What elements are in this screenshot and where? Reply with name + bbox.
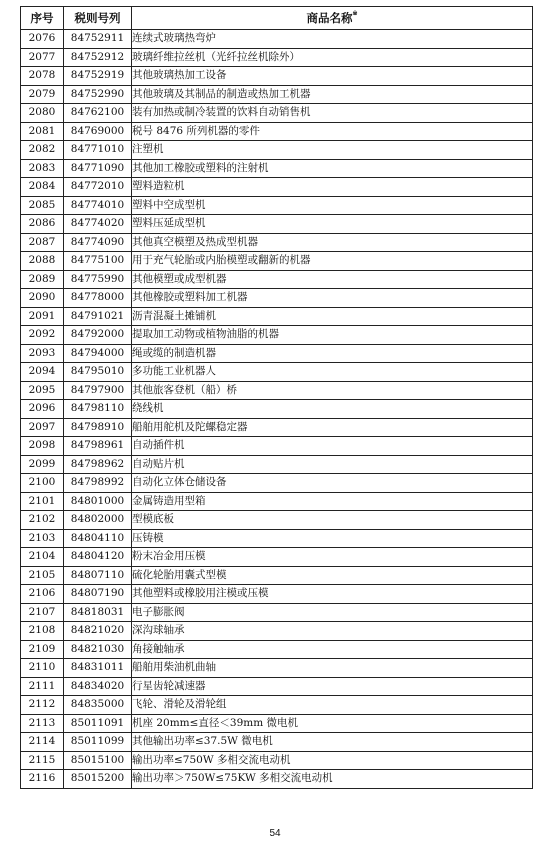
tariff-code-cell: 84778000	[64, 289, 132, 308]
table-row	[21, 307, 533, 326]
product-name-cell: 其他加工橡胶或塑料的注射机	[132, 159, 533, 178]
tariff-code-cell: 84771010	[64, 141, 132, 160]
tariff-code-cell: 85011091	[64, 714, 132, 733]
header-product-name	[132, 7, 533, 30]
tariff-code-cell: 84807190	[64, 585, 132, 604]
tariff-code-cell: 84775100	[64, 252, 132, 271]
product-name-cell: 输出功率≤750W 多相交流电动机	[132, 751, 533, 770]
serial-number-cell: 2089	[21, 270, 64, 289]
serial-number-cell: 2088	[21, 252, 64, 271]
product-name-cell: 绕线机	[132, 400, 533, 419]
serial-number-cell: 2087	[21, 233, 64, 252]
tariff-table	[20, 6, 533, 789]
tariff-code-cell: 84792000	[64, 326, 132, 345]
serial-number-cell: 2113	[21, 714, 64, 733]
header-serial-number: 序号	[21, 7, 64, 30]
serial-number-cell: 2092	[21, 326, 64, 345]
serial-number-cell: 2102	[21, 511, 64, 530]
product-name-cell: 用于充气轮胎或内胎模塑或翻新的机器	[132, 252, 533, 271]
product-name-cell: 自动插件机	[132, 437, 533, 456]
table-row	[21, 30, 533, 49]
tariff-code-cell: 84752911	[64, 30, 132, 49]
product-name-cell: 注塑机	[132, 141, 533, 160]
tariff-code-cell: 84774020	[64, 215, 132, 234]
serial-number-cell: 2078	[21, 67, 64, 86]
table-row	[21, 215, 533, 234]
serial-number-cell: 2083	[21, 159, 64, 178]
table-row	[21, 48, 533, 67]
serial-number-cell: 2101	[21, 492, 64, 511]
product-name-cell: 沥青混凝土摊铺机	[132, 307, 533, 326]
tariff-code-cell: 84801000	[64, 492, 132, 511]
serial-number-cell: 2076	[21, 30, 64, 49]
tariff-code-cell: 85015100	[64, 751, 132, 770]
tariff-code-cell: 85011099	[64, 733, 132, 752]
serial-number-cell: 2095	[21, 381, 64, 400]
tariff-code-cell: 84774010	[64, 196, 132, 215]
product-name-cell: 其他玻璃及其制品的制造或热加工机器	[132, 85, 533, 104]
product-name-cell: 机座 20mm≤直径＜39mm 微电机	[132, 714, 533, 733]
product-name-cell: 硫化轮胎用囊式型模	[132, 566, 533, 585]
serial-number-cell: 2114	[21, 733, 64, 752]
tariff-code-cell: 84772010	[64, 178, 132, 197]
serial-number-cell: 2085	[21, 196, 64, 215]
tariff-code-cell: 84804110	[64, 529, 132, 548]
table-row	[21, 622, 533, 641]
tariff-code-cell: 84769000	[64, 122, 132, 141]
table-row	[21, 548, 533, 567]
serial-number-cell: 2110	[21, 659, 64, 678]
tariff-code-cell: 84752912	[64, 48, 132, 67]
tariff-code-cell: 84752919	[64, 67, 132, 86]
table-row	[21, 418, 533, 437]
table-row	[21, 85, 533, 104]
product-name-cell: 塑料造粒机	[132, 178, 533, 197]
table-row	[21, 677, 533, 696]
serial-number-cell: 2096	[21, 400, 64, 419]
table-row	[21, 585, 533, 604]
product-name-cell: 行星齿轮减速器	[132, 677, 533, 696]
serial-number-cell: 2084	[21, 178, 64, 197]
table-row	[21, 659, 533, 678]
tariff-code-cell: 84798961	[64, 437, 132, 456]
table-row	[21, 196, 533, 215]
tariff-code-cell: 84798992	[64, 474, 132, 493]
table-body	[21, 30, 533, 789]
product-name-cell: 连续式玻璃热弯炉	[132, 30, 533, 49]
product-name-cell: 塑料压延成型机	[132, 215, 533, 234]
product-name-cell: 自动贴片机	[132, 455, 533, 474]
table-row	[21, 141, 533, 160]
table-row	[21, 178, 533, 197]
serial-number-cell: 2081	[21, 122, 64, 141]
serial-number-cell: 2079	[21, 85, 64, 104]
table-row	[21, 400, 533, 419]
tariff-code-cell: 84797900	[64, 381, 132, 400]
serial-number-cell: 2105	[21, 566, 64, 585]
tariff-code-cell: 84802000	[64, 511, 132, 530]
product-name-cell: 绳或缆的制造机器	[132, 344, 533, 363]
serial-number-cell: 2080	[21, 104, 64, 123]
tariff-code-cell: 84835000	[64, 696, 132, 715]
tariff-code-cell: 84752990	[64, 85, 132, 104]
serial-number-cell: 2093	[21, 344, 64, 363]
serial-number-cell: 2111	[21, 677, 64, 696]
table-row	[21, 159, 533, 178]
tariff-code-cell: 84831011	[64, 659, 132, 678]
table-row	[21, 733, 533, 752]
serial-number-cell: 2090	[21, 289, 64, 308]
product-name-cell: 其他输出功率≤37.5W 微电机	[132, 733, 533, 752]
product-name-cell: 多功能工业机器人	[132, 363, 533, 382]
serial-number-cell: 2103	[21, 529, 64, 548]
product-name-cell: 角接触轴承	[132, 640, 533, 659]
product-name-cell: 装有加热或制冷装置的饮料自动销售机	[132, 104, 533, 123]
tariff-code-cell: 84762100	[64, 104, 132, 123]
tariff-code-cell: 84821020	[64, 622, 132, 641]
serial-number-cell: 2104	[21, 548, 64, 567]
table-row	[21, 455, 533, 474]
serial-number-cell: 2107	[21, 603, 64, 622]
table-row	[21, 363, 533, 382]
table-row	[21, 104, 533, 123]
tariff-code-cell: 84791021	[64, 307, 132, 326]
product-name-cell: 塑料中空成型机	[132, 196, 533, 215]
product-name-cell: 其他塑料或橡胶用注模或压模	[132, 585, 533, 604]
serial-number-cell: 2098	[21, 437, 64, 456]
header-note-mark: ※	[352, 9, 358, 17]
tariff-code-cell: 84798962	[64, 455, 132, 474]
tariff-code-cell: 84798910	[64, 418, 132, 437]
product-name-cell: 船舶用舵机及陀螺稳定器	[132, 418, 533, 437]
table-row	[21, 252, 533, 271]
product-name-cell: 玻璃纤维拉丝机（光纤拉丝机除外）	[132, 48, 533, 67]
table-row	[21, 122, 533, 141]
tariff-code-cell: 84798110	[64, 400, 132, 419]
table-row	[21, 437, 533, 456]
tariff-code-cell: 84804120	[64, 548, 132, 567]
tariff-code-cell: 84795010	[64, 363, 132, 382]
table-row	[21, 511, 533, 530]
serial-number-cell: 2082	[21, 141, 64, 160]
serial-number-cell: 2091	[21, 307, 64, 326]
product-name-cell: 其他真空模塑及热成型机器	[132, 233, 533, 252]
table-row	[21, 344, 533, 363]
table-row	[21, 770, 533, 789]
product-name-cell: 提取加工动物或植物油脂的机器	[132, 326, 533, 345]
serial-number-cell: 2115	[21, 751, 64, 770]
tariff-code-cell: 84771090	[64, 159, 132, 178]
product-name-cell: 其他玻璃热加工设备	[132, 67, 533, 86]
table-row	[21, 696, 533, 715]
serial-number-cell: 2112	[21, 696, 64, 715]
table-row	[21, 529, 533, 548]
serial-number-cell: 2077	[21, 48, 64, 67]
table-header-row	[21, 7, 533, 30]
product-name-cell: 压铸模	[132, 529, 533, 548]
serial-number-cell: 2109	[21, 640, 64, 659]
table-row	[21, 492, 533, 511]
product-name-cell: 其他橡胶或塑料加工机器	[132, 289, 533, 308]
table-row	[21, 566, 533, 585]
table-row	[21, 474, 533, 493]
product-name-cell: 自动化立体仓储设备	[132, 474, 533, 493]
table-row	[21, 67, 533, 86]
table-row	[21, 270, 533, 289]
product-name-cell: 飞轮、滑轮及滑轮组	[132, 696, 533, 715]
product-name-cell: 深沟球轴承	[132, 622, 533, 641]
table-row	[21, 603, 533, 622]
product-name-cell: 型模底板	[132, 511, 533, 530]
header-tariff-code: 税则号列	[64, 7, 132, 30]
serial-number-cell: 2094	[21, 363, 64, 382]
serial-number-cell: 2086	[21, 215, 64, 234]
table-row	[21, 289, 533, 308]
serial-number-cell: 2099	[21, 455, 64, 474]
serial-number-cell: 2106	[21, 585, 64, 604]
table-row	[21, 751, 533, 770]
serial-number-cell: 2100	[21, 474, 64, 493]
table-row	[21, 714, 533, 733]
table-row	[21, 326, 533, 345]
tariff-code-cell: 85015200	[64, 770, 132, 789]
serial-number-cell: 2108	[21, 622, 64, 641]
serial-number-cell: 2116	[21, 770, 64, 789]
product-name-cell: 粉末冶金用压模	[132, 548, 533, 567]
tariff-code-cell: 84775990	[64, 270, 132, 289]
page-number: 54	[269, 828, 281, 839]
table-row	[21, 640, 533, 659]
table-row	[21, 233, 533, 252]
header-product-name-label: 商品名称	[306, 10, 353, 25]
table-row	[21, 381, 533, 400]
serial-number-cell: 2097	[21, 418, 64, 437]
tariff-code-cell: 84794000	[64, 344, 132, 363]
product-name-cell: 其他模塑或成型机器	[132, 270, 533, 289]
product-name-cell: 电子膨胀阀	[132, 603, 533, 622]
tariff-code-cell: 84818031	[64, 603, 132, 622]
tariff-code-cell: 84807110	[64, 566, 132, 585]
product-name-cell: 金属铸造用型箱	[132, 492, 533, 511]
product-name-cell: 船舶用柴油机曲轴	[132, 659, 533, 678]
product-name-cell: 其他旅客登机（船）桥	[132, 381, 533, 400]
product-name-cell: 输出功率＞750W≤75KW 多相交流电动机	[132, 770, 533, 789]
tariff-code-cell: 84821030	[64, 640, 132, 659]
tariff-code-cell: 84774090	[64, 233, 132, 252]
product-name-cell: 税号 8476 所列机器的零件	[132, 122, 533, 141]
tariff-code-cell: 84834020	[64, 677, 132, 696]
